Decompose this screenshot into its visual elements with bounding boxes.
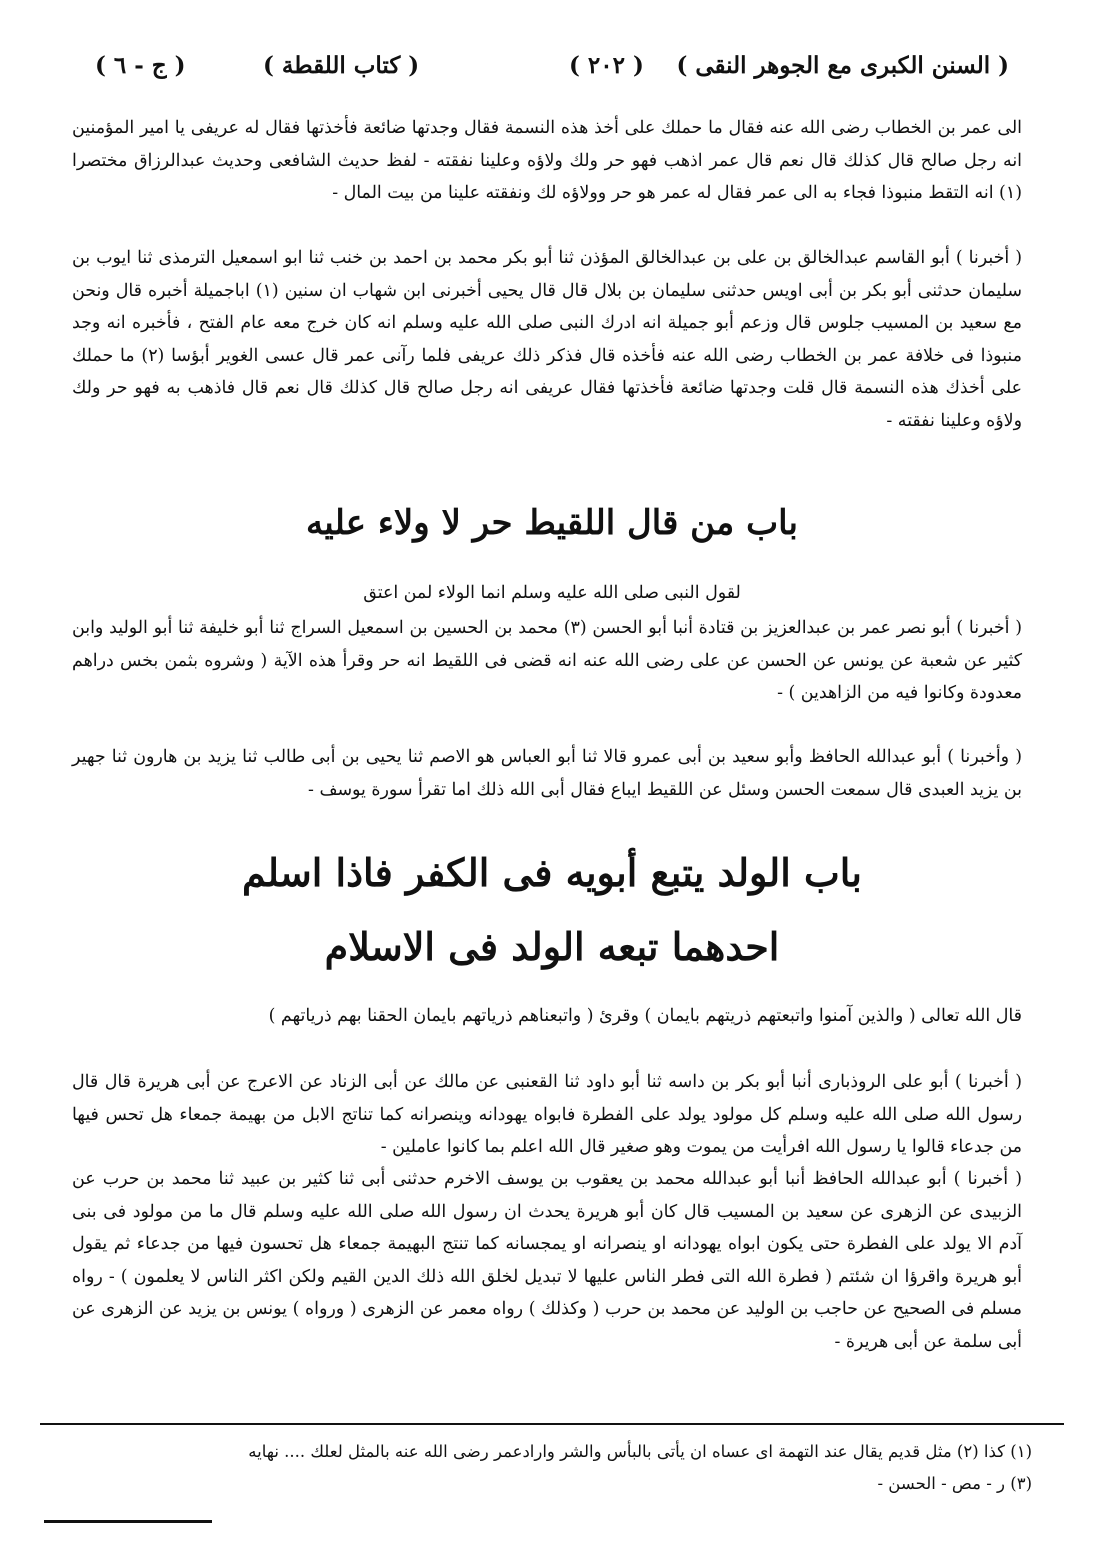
volume-number: ( ج - ٦ ) (95, 52, 186, 79)
page-number: ( ٢٠٢ ) (569, 52, 644, 79)
paragraph: ( أخبرنا ) أبو عبدالله الحافظ أنبا أبو عبدالله محمد بن يعقوب بن يوسف الاخرم حدثنى أبى ثنا كثير بن عبيد ثنا محمد بن حرب عن الزبيدى عن الزهرى عن سعيد بن المسيب قال كان أبو هريرة يحدث ان رسول الله صلى الله عليه وسلم قال ما من مولود فى بنى آدم الا يولد على الفطرة حتى يكون ابواه يهودانه او ينصرانه او يمجسانه كما تنتج البهيمة جمعاء هل تحسون فيها من جدعاء ثم يقول أبو هريرة واقرؤا ان شئتم ( فطرة الله التى فطر الناس عليها لا تبديل لخلق الله ذلك الدين القيم ولكن اكثر الناس لا يعلمون ) - رواه مسلم فى الصحيح عن حاجب بن الوليد عن محمد بن حرب ( وكذلك ) رواه معمر عن الزهرى ( ورواه ) يونس بن يزيد عن الزهرى عن أبى سلمة عن أبى هريرة - (72, 1169, 1022, 1352)
footnote: (١) كذا (٢) مثل قديم يقال عند التهمة اى عساه ان يأتى بالبأس والشر وارادعمر رضى الله عنه بالمثل لعلك .... نهايه (248, 1442, 1032, 1461)
chapter-heading-line-2: احدهما تبعه الولد فى الاسلام (324, 924, 780, 969)
paragraph: ( أخبرنا ) أبو على الروذبارى أنبا أبو بكر بن داسه ثنا أبو داود ثنا القعنبى عن مالك عن أبى الزناد عن الاعرج عن أبى هريرة قال قال رسول الله صلى الله عليه وسلم كل مولود يولد على الفطرة فابواه يهودانه وينصرانه كما تناتج الابل من بهيمة جمعاء هل تحس فيها من جدعاء قالوا يا رسول الله افرأيت من يموت وهو صغير قال الله اعلم بما كانوا عاملين - (72, 1072, 1022, 1158)
book-title: ( كتاب اللقطة ) (263, 52, 420, 79)
bottom-rule (44, 1520, 212, 1523)
chapter-heading-line-1: باب الولد يتبع أبويه فى الكفر فاذا اسلم (242, 850, 862, 895)
page-header (95, 52, 1009, 92)
paragraph: الى عمر بن الخطاب رضى الله عنه فقال ما حملك على أخذ هذه النسمة فقال وجدتها ضائعة فأخذتها فقال له عريفى يا امير المؤمنين انه رجل صالح قال كذلك قال نعم قال عمر اذهب فهو حر ولك ولاؤه وعلينا نفقته - لفظ حديث الشافعى وحديث عبدالرزاق مختصرا (١) انه التقط منبوذا فجاء به الى عمر فقال له عمر هو حر وولاؤه لك ونفقته علينا من بيت المال - (72, 118, 1022, 204)
paragraph: ( وأخبرنا ) أبو عبدالله الحافظ وأبو سعيد بن أبى عمرو قالا ثنا أبو العباس هو الاصم ثنا يحيى بن أبى طالب ثنا يزيد بن هارون ثنا جهير بن يزيد العبدى قال سمعت الحسن وسئل عن اللقيط ايباع فقال أبى الله ذلك اما تقرأ سورة يوسف - (72, 747, 1022, 800)
footnote-divider (40, 1423, 1064, 1425)
paragraph: ( أخبرنا ) أبو القاسم عبدالخالق بن على بن عبدالخالق المؤذن ثنا أبو بكر محمد بن احمد بن خنب ثنا ابو اسمعيل الترمذى ثنا ايوب بن سليمان حدثنى أبو بكر بن أبى اويس حدثنى سليمان بن بلال قال قال يحيى أخبرنى ابن شهاب ان سنين (١) اباجميلة أخبره قال ونحن مع سعيد بن المسيب جلوس قال وزعم أبو جميلة انه ادرك النبى صلى الله عليه وسلم انه كان خرج معه عام الفتح ، فأخبره انه وجد منبوذا فى خلافة عمر بن الخطاب رضى الله عنه فأخذه قال فذكر ذلك عريفى فلما رآنى عمر قال عسى الغوير أبؤسا (٢) ما حملك على أخذك هذه النسمة قال قلت وجدتها ضائعة فأخذتها فقال عريفى انه رجل صالح قال كذلك قال نعم قال فاذهب به فهو حر ولك ولاؤه وعلينا نفقته - (72, 248, 1022, 431)
paragraph: ( أخبرنا ) أبو نصر عمر بن عبدالعزيز بن قتادة أنبا أبو الحسن (٣) محمد بن الحسين بن اسمعيل السراج ثنا أبو خليفة ثنا أبو الوليد وابن كثير عن شعبة عن يونس عن الحسن عن على رضى الله عنه انه قضى فى اللقيط انه حر وقرأ هذه الآية ( وشروه بثمن بخس دراهم معدودة وكانوا فيه من الزاهدين ) - (72, 618, 1022, 704)
running-title: ( السنن الكبرى مع الجوهر النقى ) (676, 52, 1009, 79)
chapter-heading: باب من قال اللقيط حر لا ولاء عليه (306, 503, 798, 543)
quote-line: لقول النبى صلى الله عليه وسلم انما الولاء لمن اعتق (363, 583, 741, 603)
footnote: (٣) ر - مص - الحسن - (877, 1474, 1032, 1493)
quote-line: قال الله تعالى ( والذين آمنوا واتبعتهم ذريتهم بايمان ) وقرئ ( واتبعناهم ذرياتهم بايمان الحقنا بهم ذرياتهم ) (268, 1006, 1022, 1026)
